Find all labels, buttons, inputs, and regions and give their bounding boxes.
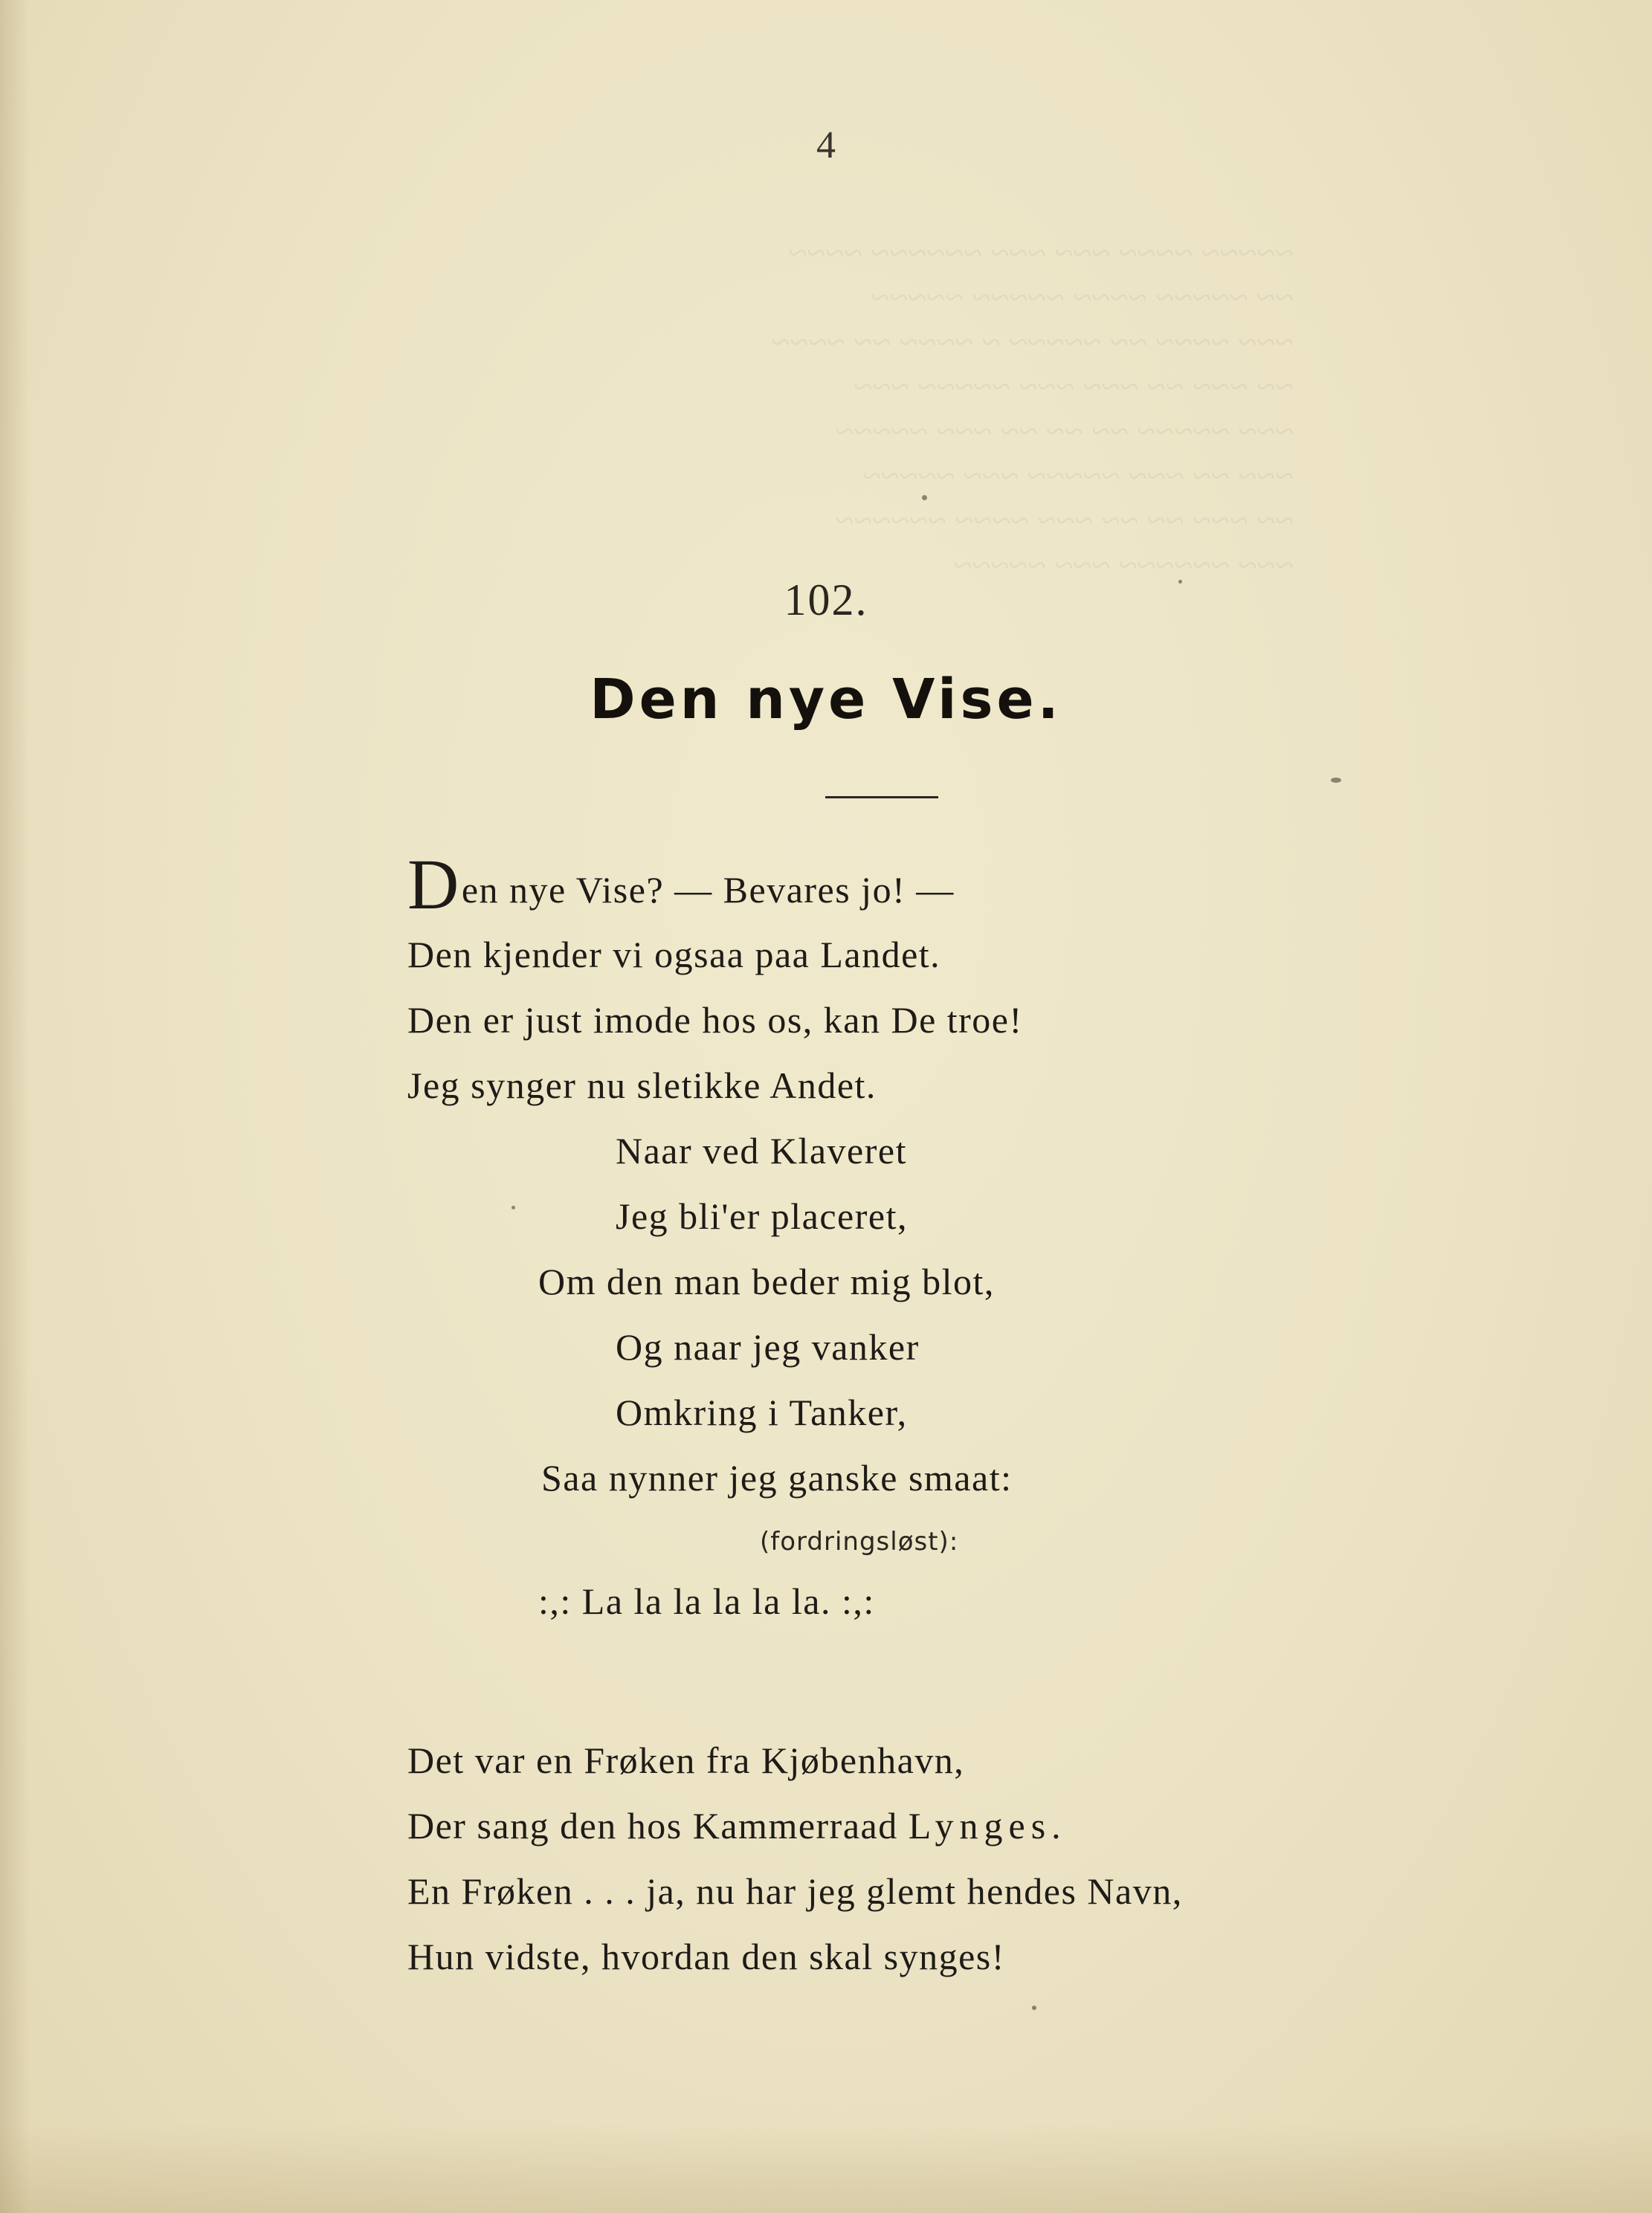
drop-cap: D (407, 844, 460, 924)
bleed-through-texture: ~~~~~ ~~~~ ~~~ ~~~ ~~~~~~ ~~~~ ~~ ~~~~~ ~~~~ ~~~~~ ~~~~~ ~~~ ~~~~ ~~ ~~~~~ ~ ~~~~ ~~ ~~~~ ~~ ~~~ ~~ ~~~ ~~~ ~~~~~ ~~~ ~~~ ~~~~~ ~~ ~~ ~~ ~~~ ~~~~~ ~~~ ~~ ~~~ ~~~~~ ~~~ ~~~~~ ~~ ~~~ ~~ ~~ ~~~ ~~~~ ~~~~~~ ~~~ ~~~~~~ ~~~ ~~~~~ (771, 233, 1294, 584)
verse-line-1-text: en nye Vise? — Bevares jo! — (461, 869, 955, 911)
verse-line-9: Omkring i Tanker, (616, 1392, 908, 1433)
paper-speck (512, 1206, 515, 1209)
song-number: 102. (784, 575, 868, 624)
spaced-name: Lynges (908, 1805, 1052, 1847)
verse-line-10: Saa nynner jeg ganske smaat: (541, 1457, 1013, 1499)
title-divider (825, 796, 938, 798)
verse-line-5: Naar ved Klaveret (616, 1130, 907, 1172)
verse-line-1 (407, 844, 955, 924)
verse2-line-2 (407, 1803, 1062, 1848)
verse-line-4: Jeg synger nu sletikke Andet. (407, 1064, 877, 1106)
paper-speck (1032, 2006, 1036, 2010)
verse-line-6: Jeg bli'er placeret, (616, 1195, 908, 1237)
verse-line-7: Om den man beder mig blot, (538, 1261, 995, 1302)
performance-note: (fordringsløst): (760, 1527, 959, 1557)
page-edge-shadow (0, 0, 30, 2213)
verse2-line-2-suffix: . (1051, 1805, 1062, 1847)
song-title: Den nye Vise. (590, 668, 1062, 731)
paper-speck (1331, 778, 1341, 783)
refrain-line: :,: La la la la la la. :,: (538, 1580, 875, 1622)
page-number: 4 (816, 124, 836, 167)
verse-line-8: Og naar jeg vanker (616, 1326, 920, 1368)
verse-line-3: Den er just imode hos os, kan De troe! (407, 999, 1023, 1041)
paper-speck (1178, 580, 1182, 584)
verse2-line-1: Det var en Frøken fra Kjøbenhavn, (407, 1739, 965, 1781)
page-bottom-shadow (0, 2124, 1652, 2213)
verse-line-2: Den kjender vi ogsaa paa Landet. (407, 934, 941, 975)
paper-speck (922, 495, 927, 500)
verse2-line-3: En Frøken . . . ja, nu har jeg glemt hendes Navn, (407, 1870, 1183, 1912)
verse2-line-4: Hun vidste, hvordan den skal synges! (407, 1936, 1005, 1977)
verse2-line-2-prefix: Der sang den hos Kammerraad (407, 1805, 909, 1847)
